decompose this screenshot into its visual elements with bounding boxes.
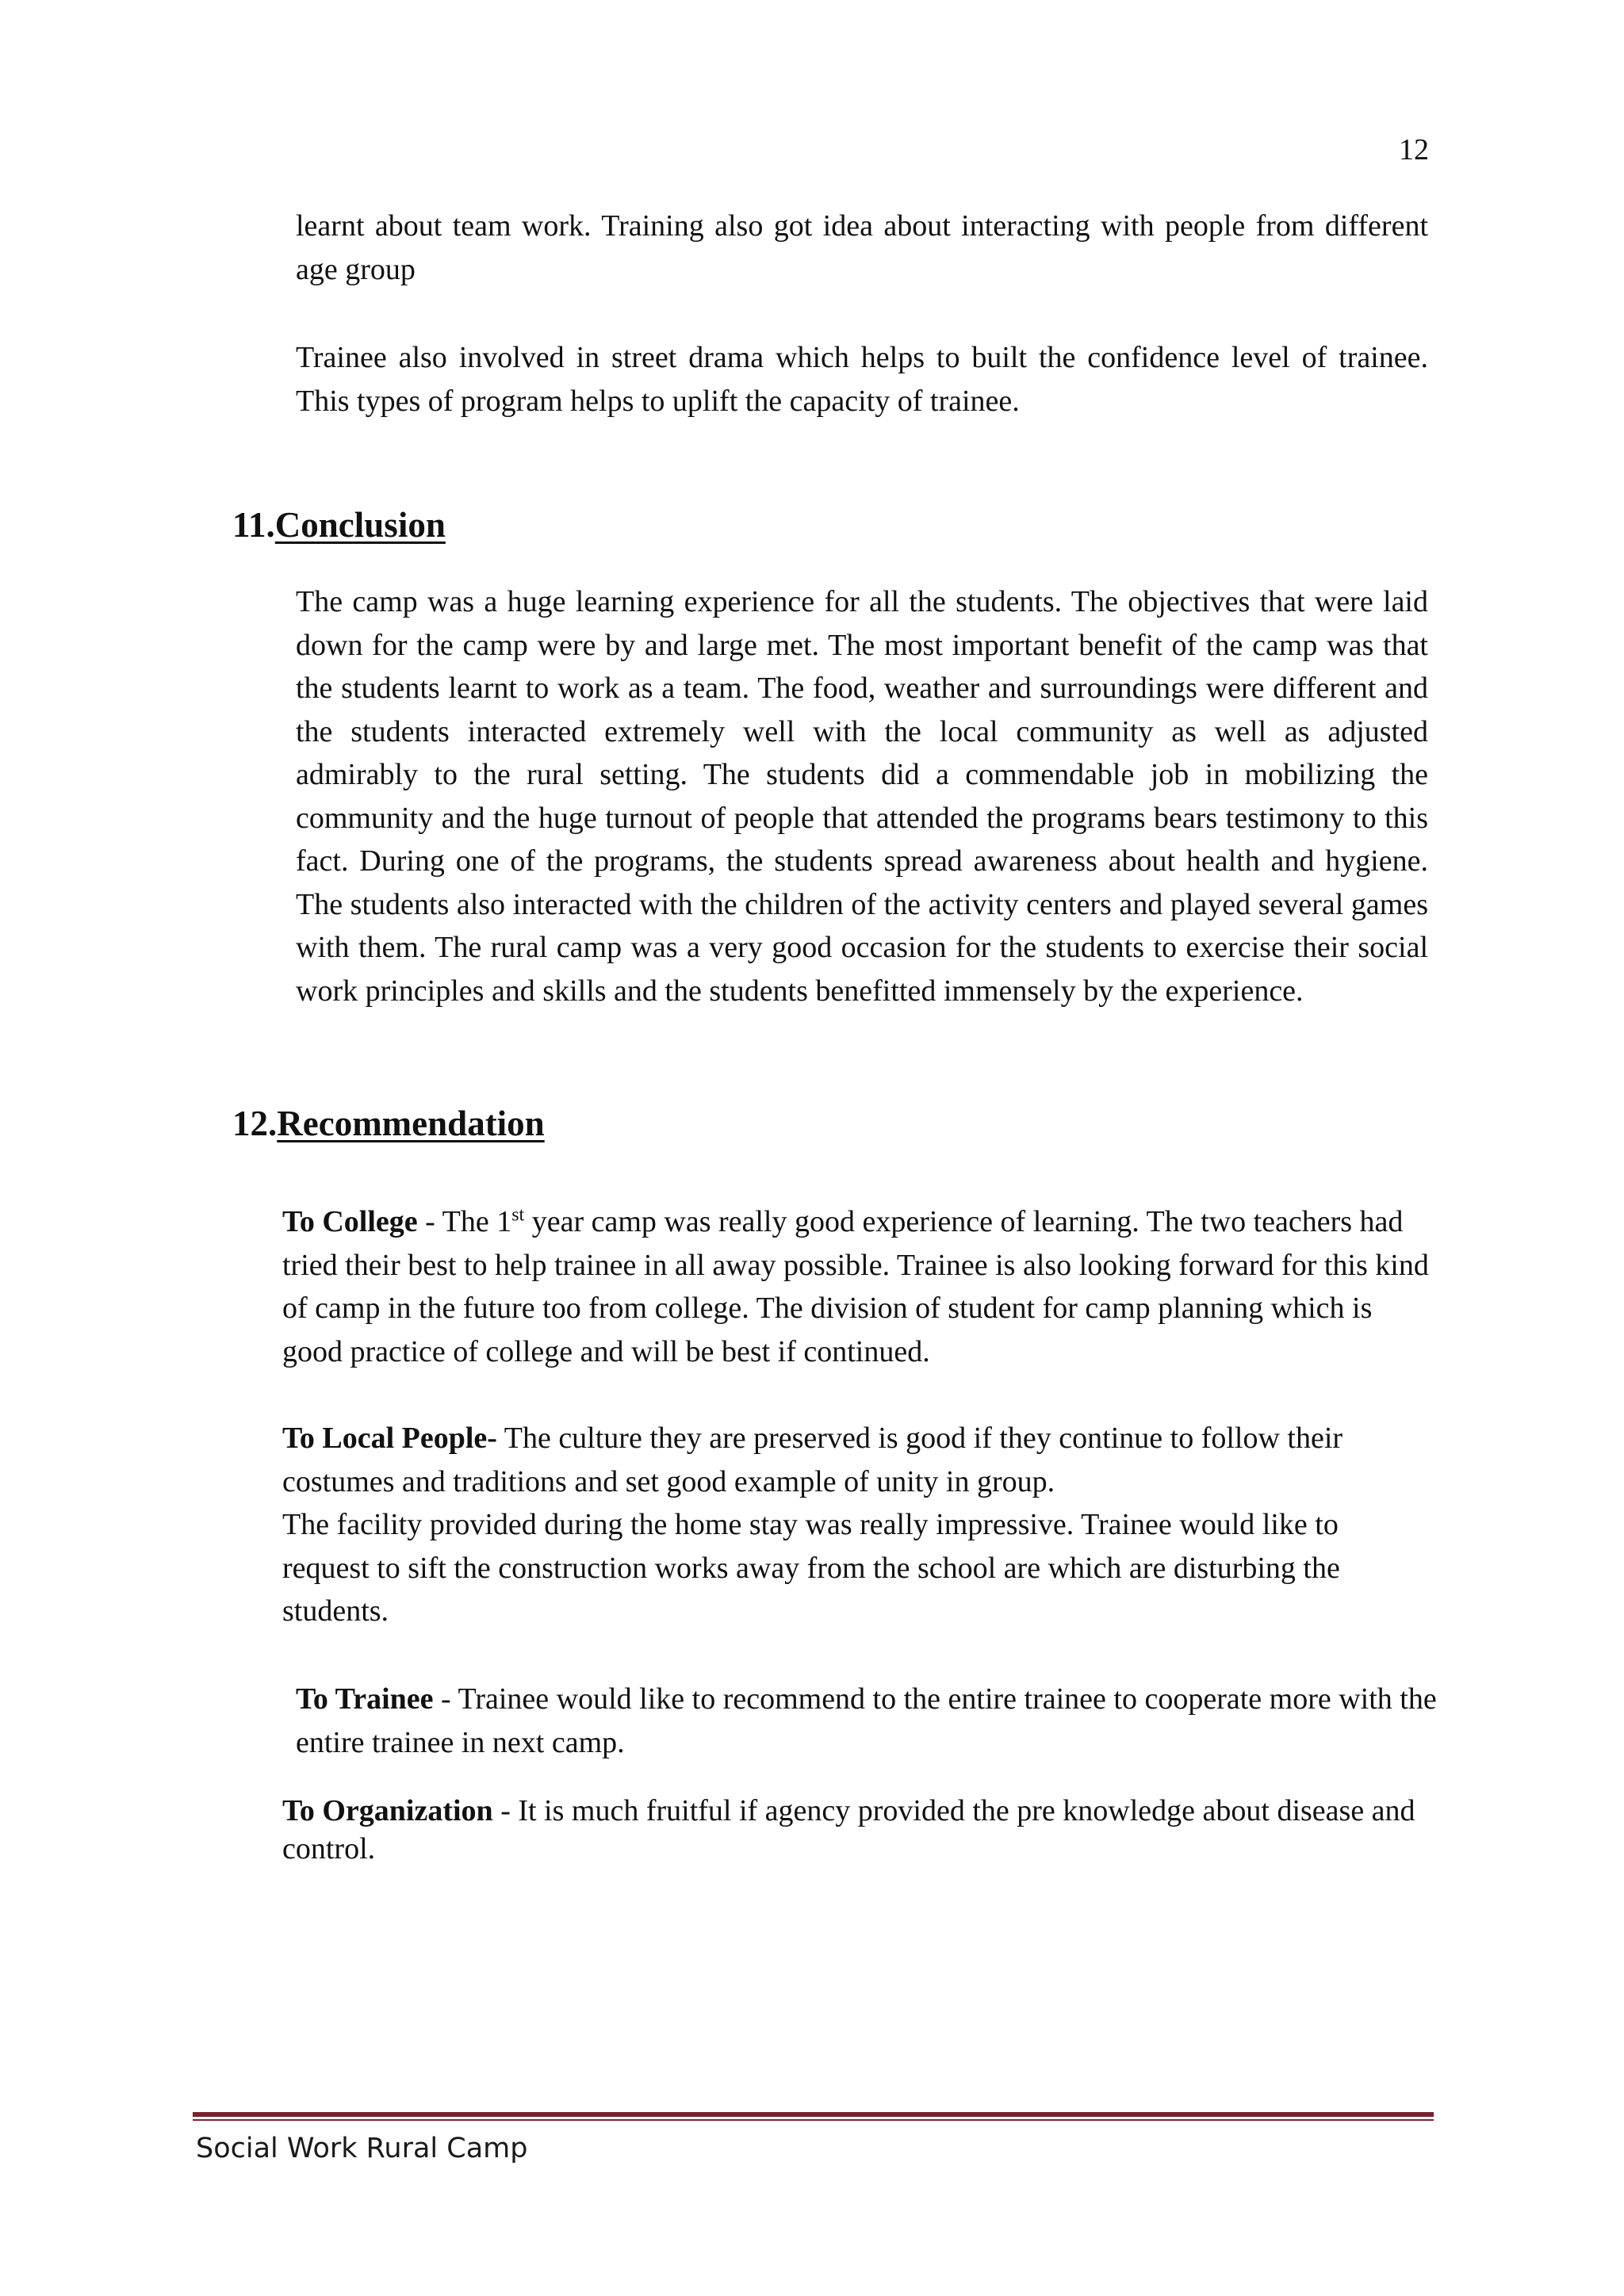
recommendation-heading xyxy=(232,1106,545,1142)
conclusion-title: Conclusion xyxy=(274,505,446,545)
college-label: To College xyxy=(282,1205,418,1238)
organization-label: To Organization xyxy=(282,1794,493,1827)
recommendation-organization xyxy=(282,1792,1424,1868)
page-number: 12 xyxy=(1399,133,1429,166)
recommendation-title: Recommendation xyxy=(277,1104,545,1143)
local-people-text-2: The facility provided during the home stay was really impressive. Trainee would like to request to sift the construction works away from the school are which are disturbing the students. xyxy=(282,1508,1340,1628)
local-people-text: The culture they are preserved is good if they continue to follow their costumes and traditions and set good example of unity in group. xyxy=(282,1422,1343,1498)
trainee-label: To Trainee xyxy=(296,1682,434,1716)
local-people-label: To Local People- xyxy=(282,1422,497,1455)
footer-title: Social Work Rural Camp xyxy=(196,2133,528,2164)
recommendation-number: 12. xyxy=(232,1104,278,1143)
college-sup: st xyxy=(511,1204,525,1226)
organization-text: - It is much fruitful if agency provided the pre knowledge about disease and control. xyxy=(282,1794,1415,1866)
college-text: year camp was really good experience of learning. The two teachers had tried their best to help trainee in all away possible. Trainee is also looking forward for this kind of camp in the future too from college. The division of student for camp planning which is good practice of college and will be best if continued. xyxy=(282,1205,1429,1368)
trainee-text: - Trainee would like to recommend to the entire trainee to cooperate more with the entire trainee in next camp. xyxy=(296,1682,1437,1759)
footer-rule xyxy=(193,2112,1434,2117)
footer-rule-thin xyxy=(193,2119,1434,2121)
conclusion-body: The camp was a huge learning experience for all the students. The objectives that were laid down for the camp were by and large met. The most important benefit of the camp was that the students learnt to work as a team. The food, weather and surroundings were different and the students interacted extremely well with the local community as well as adjusted admirably to the rural setting. The students did a commendable job in mobilizing the community and the huge turnout of people that attended the programs bears testimony to this fact. During one of the programs, the students spread awareness about health and hygiene. The students also interacted with the children of the activity centers and played several games with them. The rural camp was a very good occasion for the students to exercise their social work principles and skills and the students benefitted immensely by the experience. xyxy=(296,585,1428,1008)
intro-paragraph-2: Trainee also involved in street drama which helps to built the confidence level of trainee. This types of program helps to uplift the capacity of trainee. xyxy=(296,341,1428,418)
recommendation-local-people xyxy=(282,1417,1432,1503)
recommendation-trainee xyxy=(296,1678,1438,1764)
college-sep: - The 1 xyxy=(417,1205,512,1238)
recommendation-college xyxy=(282,1200,1432,1373)
conclusion-heading xyxy=(232,507,446,543)
conclusion-number: 11. xyxy=(232,505,275,545)
intro-paragraph-1: learnt about team work. Training also got idea about interacting with people from different age group xyxy=(296,209,1428,286)
